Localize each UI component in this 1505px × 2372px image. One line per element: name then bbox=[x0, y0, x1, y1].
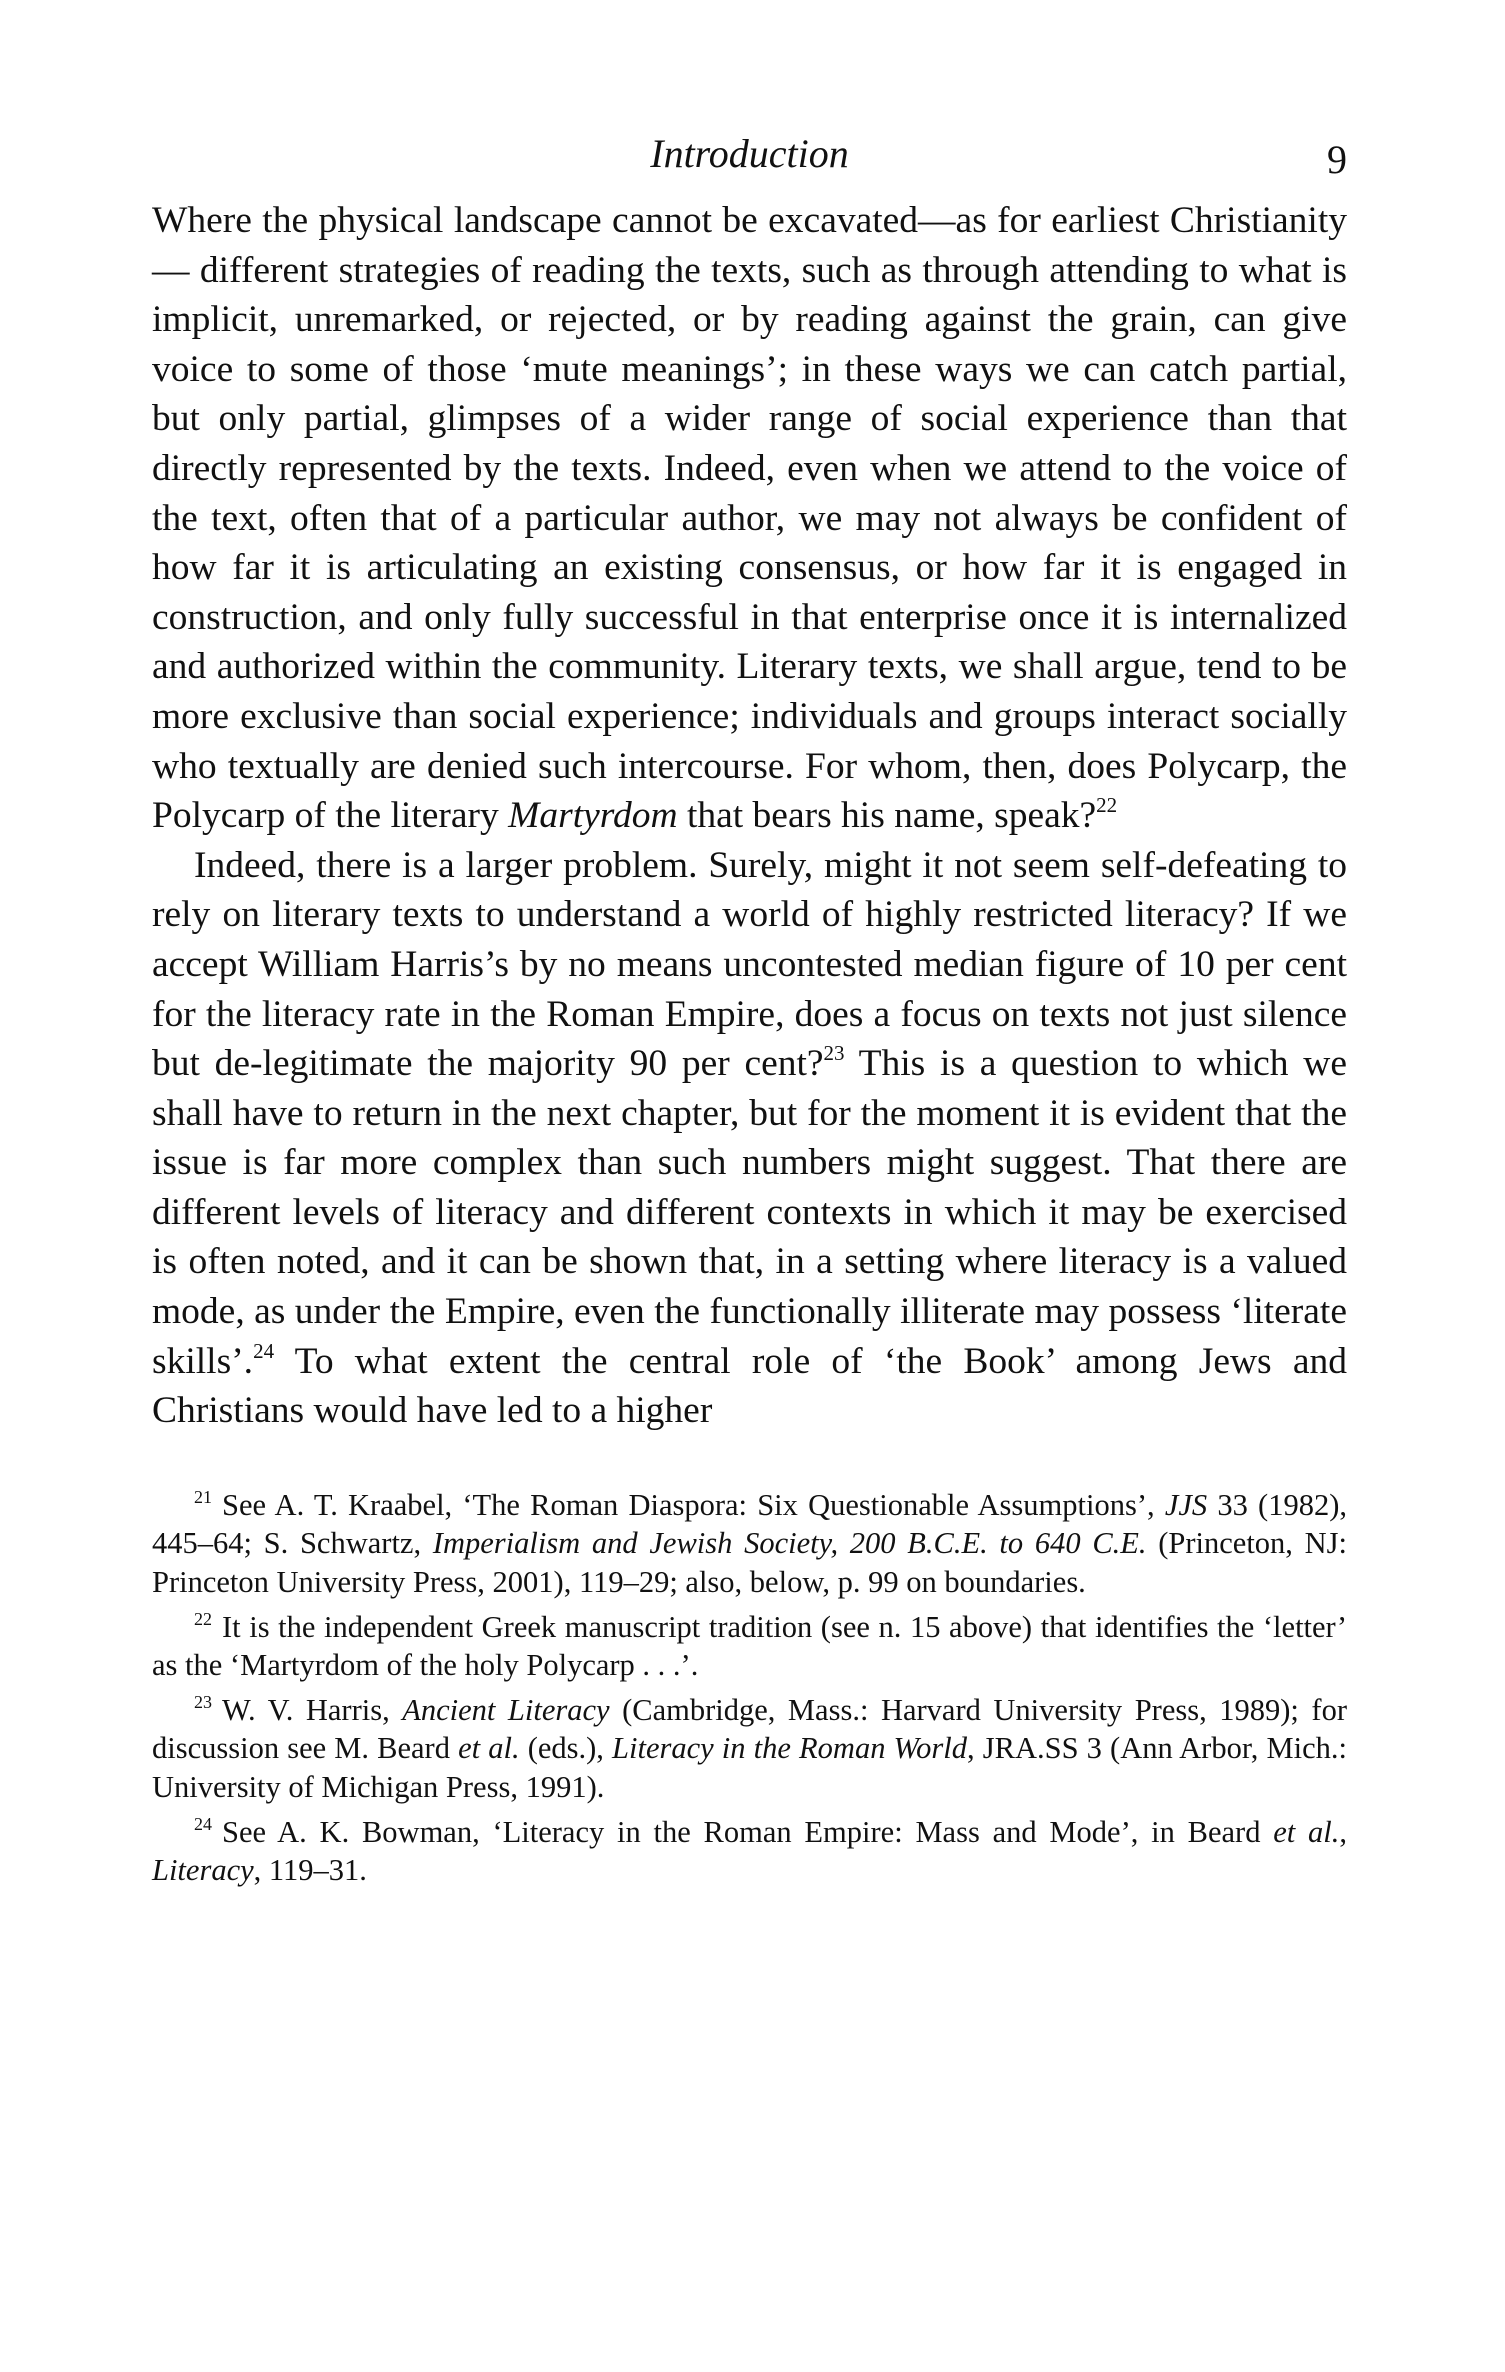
footnote-italic: et al. bbox=[1273, 1814, 1340, 1849]
footnote-text: W. V. Harris, bbox=[222, 1692, 403, 1727]
footnote-italic: Ancient Literacy bbox=[402, 1692, 610, 1727]
footnote-italic: et al. bbox=[458, 1731, 520, 1766]
footnote-text: See A. K. Bowman, ‘Literacy in the Roman Empire: Mass and Mode’, in Beard bbox=[222, 1814, 1274, 1849]
footnote-ref-23[interactable]: 23 bbox=[823, 1041, 845, 1066]
footnote-text: 33 (1982), 445–64; S. Schwartz, bbox=[152, 1487, 1347, 1561]
footnotes bbox=[152, 1486, 1347, 1890]
running-head: Introduction bbox=[650, 131, 849, 176]
footnote-number: 24 bbox=[194, 1813, 212, 1834]
footnote-text: , 119–31. bbox=[253, 1853, 367, 1888]
page-header bbox=[152, 130, 1347, 186]
footnote-21 bbox=[152, 1486, 1347, 1602]
paragraph-1-text-end: that bears his name, speak? bbox=[677, 795, 1097, 837]
paragraph-1 bbox=[152, 196, 1347, 841]
footnote-italic: JJS bbox=[1164, 1487, 1208, 1522]
paragraph-2 bbox=[152, 841, 1347, 1436]
paragraph-1-text: Where the physical landscape cannot be excavated—as for earliest Christianity— different strategies of reading the texts, such as through attending to what is implicit, unremarked, or rejected, or by reading against the grain, can give voice to some of those ‘mute meanings’; in these ways we can catch partial, but only partial, glimpses of a wider range of social experience than that directly represented by the texts. Indeed, even when we attend to the voice of the text, often that of a particular author, we may not always be confident of how far it is articulating an existing consensus, or how far it is engaged in construction, and only fully successful in that enterprise once it is internalized and authorized within the community. Literary texts, we shall argue, tend to be more exclusive than social experience; individuals and groups interact socially who textually are denied such intercourse. For whom, then, does Polycarp, the Polycarp of the literary bbox=[152, 200, 1347, 837]
paragraph-2-text: Indeed, there is a larger problem. Surely, might it not seem self-defeating to rely on literary texts to understand a world of highly restricted literacy? If we accept William Harris’s by no means uncontested median figure of 10 per cent for the literacy rate in the Roman Empire, does a focus on texts not just silence but de-legitimate the majority 90 per cent? bbox=[152, 844, 1347, 1085]
footnote-number: 22 bbox=[194, 1608, 212, 1629]
paragraph-2-text-end: To what extent the central role of ‘the Book’ among Jews and Christians would have led to a higher bbox=[152, 1340, 1347, 1432]
paragraph-2-text-middle: This is a question to which we shall have to return in the next chapter, but for the moment it is evident that the issue is far more complex than such numbers might suggest. That there are different levels of literacy and different contexts in which it may be exercised is often noted, and it can be shown that, in a setting where literacy is a valued mode, as under the Empire, even the functionally illiterate may possess ‘literate skills’. bbox=[152, 1043, 1347, 1382]
footnote-number: 21 bbox=[194, 1486, 212, 1507]
footnote-italic: Literacy bbox=[152, 1853, 254, 1888]
footnote-text: It is the independent Greek manuscript tradition (see n. 15 above) that identifies the ‘letter’ as the ‘Martyrdom of the holy Polycarp . . .’. bbox=[152, 1609, 1347, 1683]
paragraph-1-italic: Martyrdom bbox=[508, 795, 678, 837]
footnote-number: 23 bbox=[194, 1691, 212, 1712]
book-page bbox=[152, 130, 1347, 1896]
footnote-text: (Cambridge, Mass.: Harvard University Press, 1989); for discussion see M. Beard bbox=[152, 1692, 1347, 1766]
footnote-23 bbox=[152, 1691, 1347, 1807]
footnote-text: (Princeton, NJ: Princeton University Press, 2001), 119–29; also, below, p. 99 on boundaries. bbox=[152, 1526, 1348, 1600]
footnote-text: , bbox=[1339, 1814, 1347, 1849]
footnote-text: , JRA.SS 3 (Ann Arbor, Mich.: University of Michigan Press, 1991). bbox=[152, 1731, 1347, 1804]
footnote-ref-24[interactable]: 24 bbox=[253, 1338, 275, 1363]
main-text bbox=[152, 196, 1347, 1436]
footnote-24 bbox=[152, 1813, 1347, 1890]
footnote-ref-22[interactable]: 22 bbox=[1096, 793, 1118, 818]
footnote-text: See A. T. Kraabel, ‘The Roman Diaspora: Six Questionable Assumptions’, bbox=[222, 1487, 1165, 1522]
footnote-22 bbox=[152, 1608, 1347, 1685]
page-number: 9 bbox=[1327, 137, 1347, 182]
footnote-italic: Imperialism and Jewish Society, 200 B.C.E. to 640 C.E. bbox=[432, 1526, 1147, 1561]
footnote-italic: Literacy in the Roman World bbox=[612, 1731, 968, 1766]
footnote-text: (eds.), bbox=[519, 1731, 613, 1766]
